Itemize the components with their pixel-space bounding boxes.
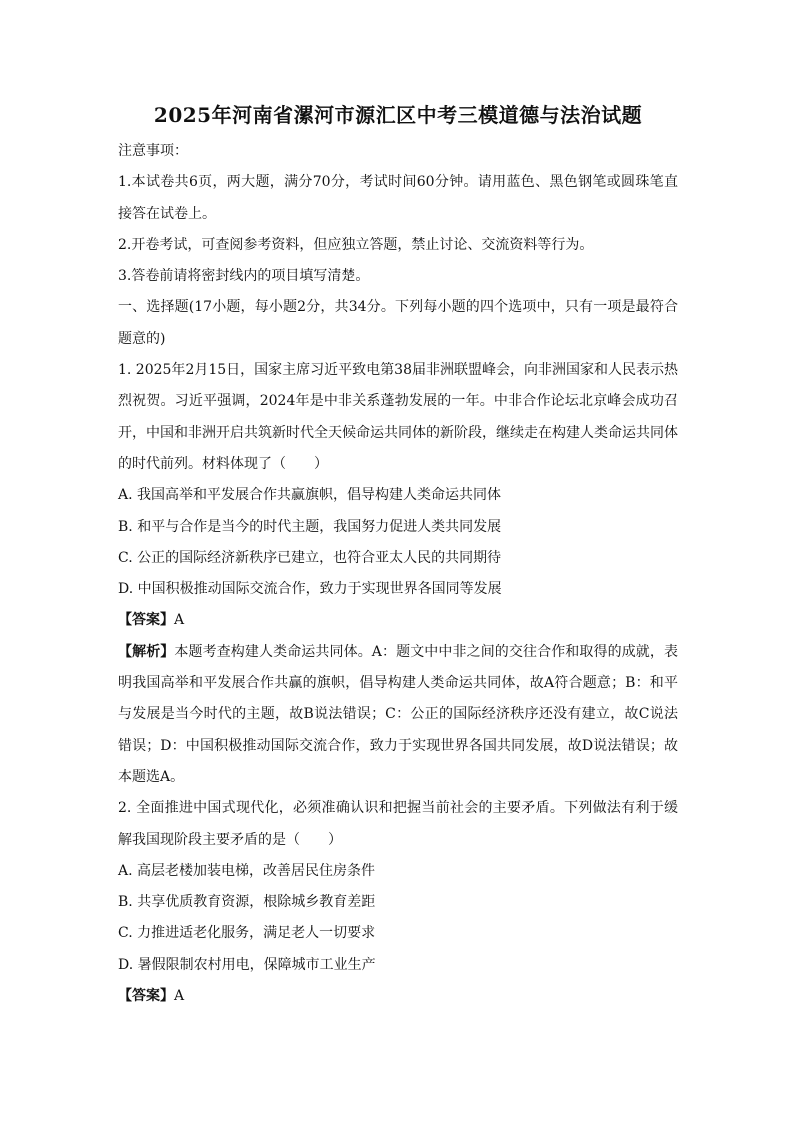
question-2-stem: 2. 全面推进中国式现代化，必须准确认识和把握当前社会的主要矛盾。下列做法有利于缓解我国现阶段主要矛盾的是（ ） <box>118 800 678 848</box>
question-2-option-c: C. 力推进适老化服务，满足老人一切要求 <box>118 925 376 942</box>
question-1-option-a: A. 我国高举和平发展合作共赢旗帜，倡导构建人类命运共同体 <box>118 487 502 504</box>
question-2-option-a: A. 高层老楼加装电梯，改善居民住房条件 <box>118 862 376 879</box>
notice-item-1: 1.本试卷共6页，两大题，满分70分，考试时间60分钟。请用蓝色、黑色钢笔或圆珠笔直接答在试卷上。 <box>118 174 678 222</box>
analysis-text: 本题考查构建人类命运共同体。A：题文中中非之间的交往合作和取得的成就，表明我国高举和平发展合作共赢的旗帜，倡导构建人类命运共同体，故A符合题意；B：和平与发展是当今时代的主题，故B说法错误；C：公正的国际经济秩序还没有建立，故C说法错误；D：中国积极推动国际交流合作，致力于实现世界各国共同发展，故D说法错误；故本题选A。 <box>118 643 679 785</box>
notice-item-3: 3.答卷前请将密封线内的项目填写清楚。 <box>118 268 370 285</box>
section-one-heading: 一、选择题(17小题，每小题2分，共34分。下列每小题的四个选项中，只有一项是最符合题意的) <box>118 299 678 347</box>
question-1-answer <box>118 605 678 636</box>
question-2-option-b: B. 共享优质教育资源，根除城乡教育差距 <box>118 894 376 911</box>
answer-value: A <box>174 988 185 1005</box>
notice-item-2: 2.开卷考试，可查阅参考资料，但应独立答题，禁止讨论、交流资料等行为。 <box>118 236 594 253</box>
answer-label: 【答案】 <box>118 612 174 629</box>
exam-page <box>118 100 678 1012</box>
notice-heading: 注意事项： <box>118 143 188 159</box>
answer-value: A <box>174 612 185 629</box>
question-2-option-d: D. 暑假限制农村用电，保障城市工业生产 <box>118 956 376 973</box>
question-1-stem: 1. 2025年2月15日，国家主席习近平致电第38届非洲联盟峰会，向非洲国家和人民表示热烈祝贺。习近平强调，2024年是中非关系蓬勃发展的一年。中非合作论坛北京峰会成功召开，中国和非洲开启共筑新时代全天候命运共同体的新阶段，继续走在构建人类命运共同体的时代前列。材料体现了（ ） <box>118 362 678 472</box>
question-1-option-d: D. 中国积极推动国际交流合作，致力于实现世界各国同等发展 <box>118 581 502 598</box>
analysis-label: 【解析】 <box>118 643 175 660</box>
answer-label: 【答案】 <box>118 988 174 1005</box>
exam-title: 2025年河南省漯河市源汇区中考三模道德与法治试题 <box>153 103 643 127</box>
question-1-analysis <box>118 637 678 793</box>
question-1-option-b: B. 和平与合作是当今的时代主题，我国努力促进人类共同发展 <box>118 518 502 535</box>
question-2-answer <box>118 981 678 1012</box>
question-1-option-c: C. 公正的国际经济新秩序已建立，也符合亚太人民的共同期待 <box>118 549 502 566</box>
